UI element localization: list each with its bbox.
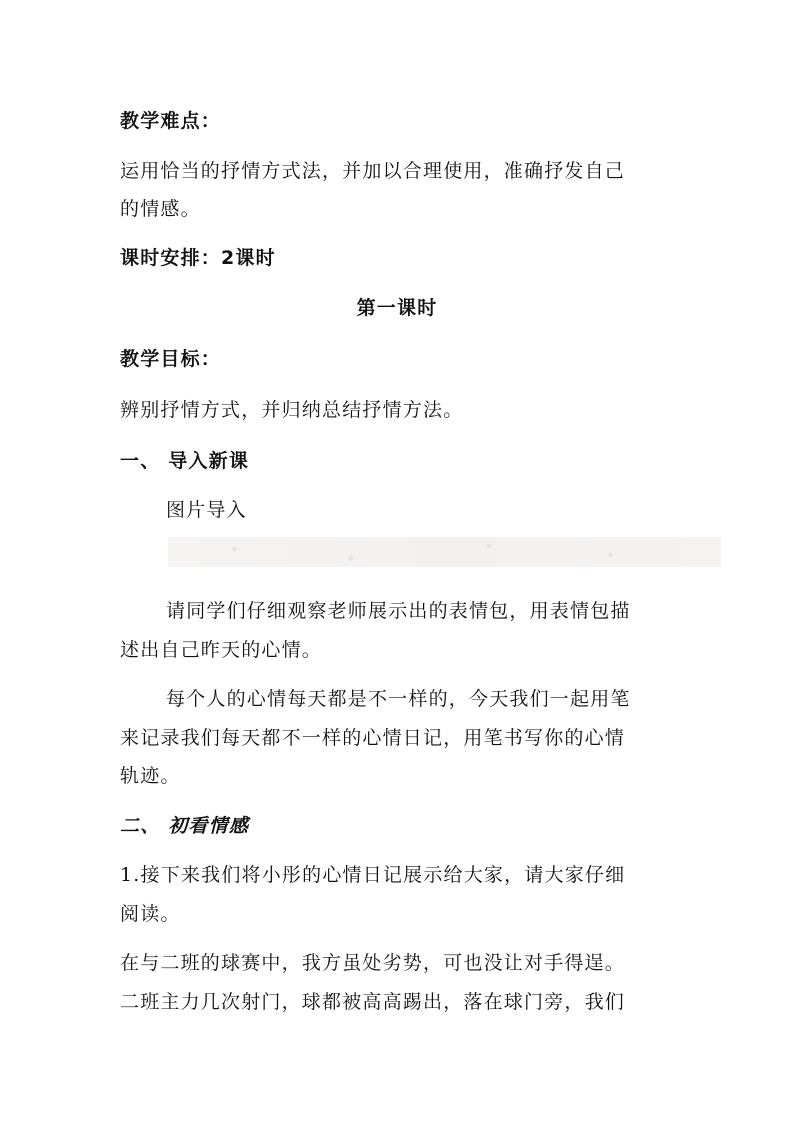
paragraph-1-line-2: 述出自己昨天的心情。 bbox=[120, 639, 323, 661]
goal-text: 辨别抒情方式，并归纳总结抒情方法。 bbox=[120, 399, 464, 421]
item-1-line-1: 1.接下来我们将小彤的心情日记展示给大家，请大家仔细 bbox=[120, 864, 626, 886]
paragraph-2-line-2: 来记录我们每天都不一样的心情日记，用笔书写你的心情 bbox=[120, 727, 626, 749]
image-placeholder bbox=[168, 537, 721, 567]
section-1-heading: 一、 导入新课 bbox=[120, 450, 250, 472]
class-schedule: 课时安排：2课时 bbox=[120, 247, 276, 269]
item-1-line-2: 阅读。 bbox=[120, 903, 181, 925]
lesson-title: 第一课时 bbox=[356, 297, 438, 319]
paragraph-2-line-3: 轨迹。 bbox=[120, 765, 181, 787]
paragraph-1-line-1: 请同学们仔细观察老师展示出的表情包，用表情包描 bbox=[166, 600, 631, 622]
section-1-subheading: 图片导入 bbox=[166, 499, 247, 521]
story-line-1: 在与二班的球赛中，我方虽处劣势，可也没让对手得逞。 bbox=[120, 952, 626, 974]
section-2-heading: 二、 初看情感 bbox=[120, 815, 250, 837]
difficulty-text-line-2: 的情感。 bbox=[120, 198, 201, 220]
paragraph-2-line-1: 每个人的心情每天都是不一样的，今天我们一起用笔 bbox=[166, 688, 631, 710]
heading-teaching-goal: 教学目标： bbox=[120, 348, 222, 370]
story-line-2: 二班主力几次射门，球都被高高踢出，落在球门旁，我们 bbox=[120, 991, 626, 1013]
heading-teaching-difficulty: 教学难点： bbox=[120, 110, 222, 132]
difficulty-text-line-1: 运用恰当的抒情方式法，并加以合理使用，准确抒发自己 bbox=[120, 160, 626, 182]
